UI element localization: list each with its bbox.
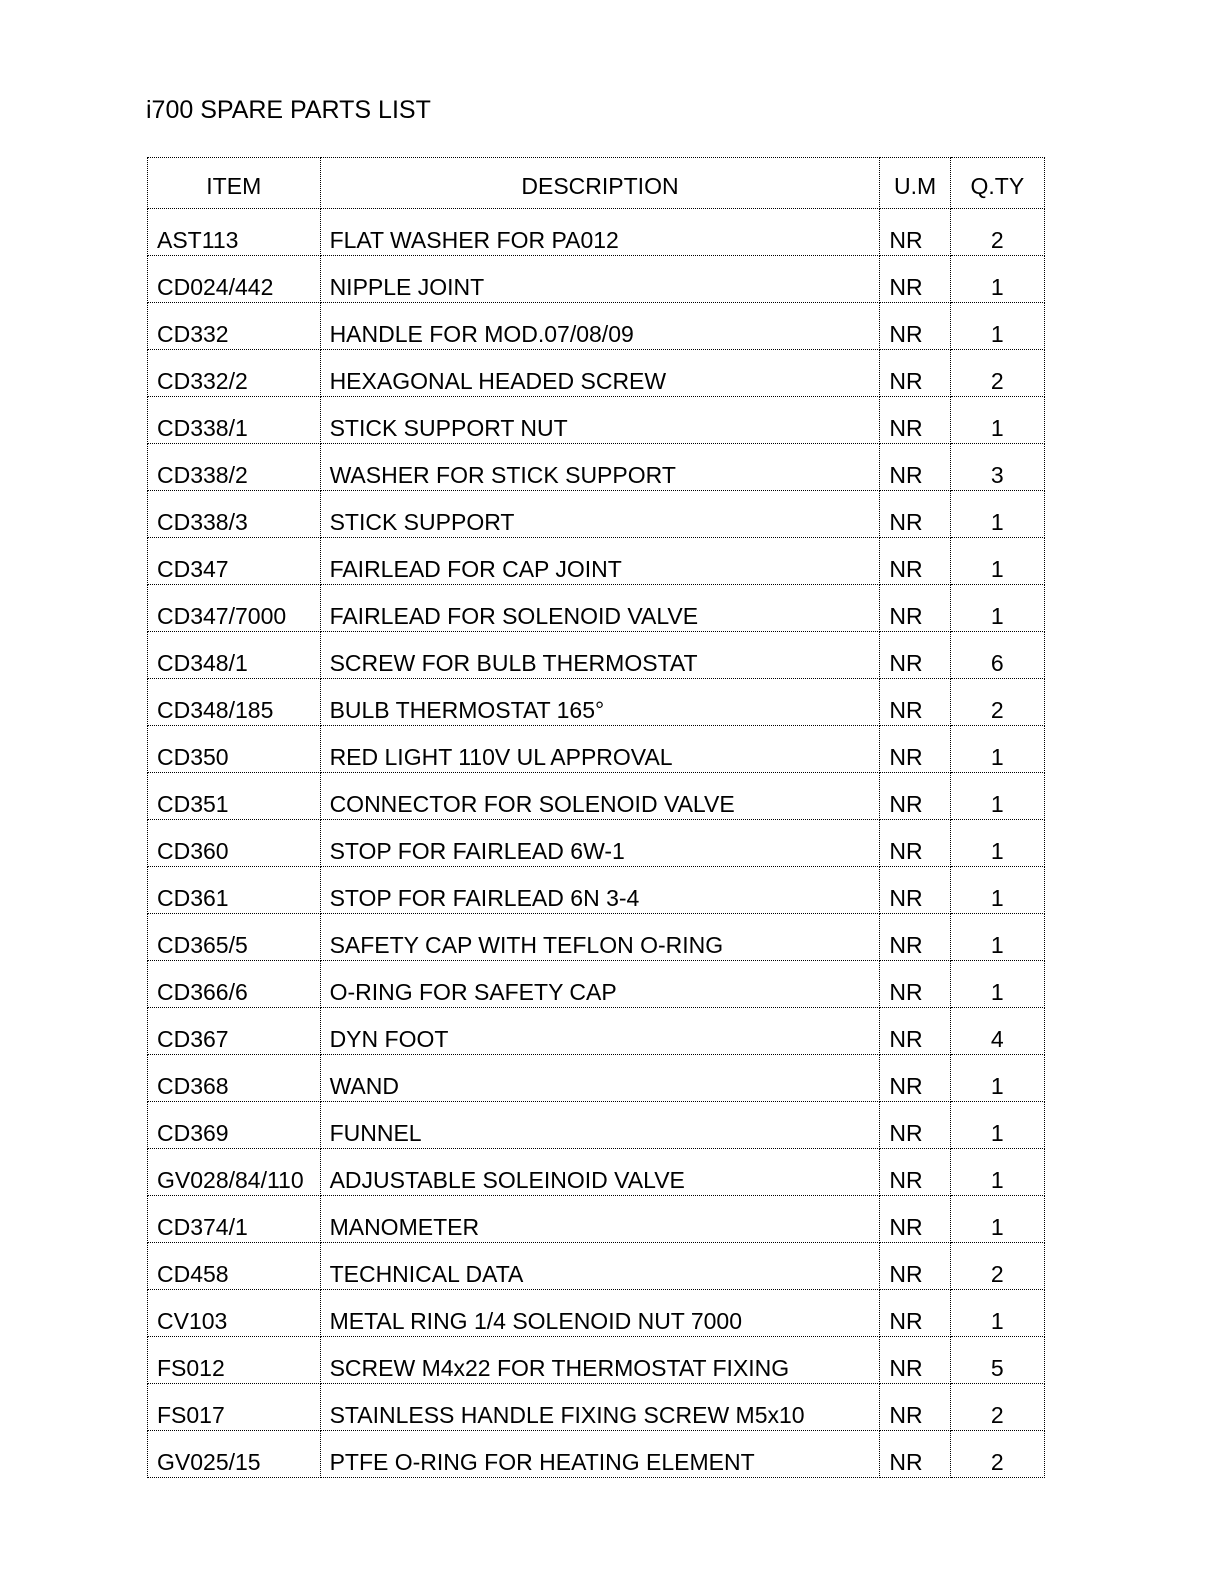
cell-qty: 4 [950, 1008, 1044, 1055]
cell-qty: 1 [950, 397, 1044, 444]
table-row [148, 726, 1045, 773]
cell-qty: 6 [950, 632, 1044, 679]
cell-item: CD348/185 [148, 679, 321, 726]
cell-item: CD366/6 [148, 961, 321, 1008]
cell-um: NR [880, 632, 950, 679]
table-header-row [148, 158, 1045, 209]
cell-qty: 3 [950, 444, 1044, 491]
cell-um: NR [880, 444, 950, 491]
cell-qty: 2 [950, 1384, 1044, 1431]
table-row [148, 632, 1045, 679]
cell-qty: 1 [950, 491, 1044, 538]
table-row [148, 209, 1045, 256]
cell-qty: 2 [950, 350, 1044, 397]
cell-description: RED LIGHT 110V UL APPROVAL [320, 726, 880, 773]
cell-qty: 1 [950, 1055, 1044, 1102]
cell-item: CD369 [148, 1102, 321, 1149]
cell-item: CD338/2 [148, 444, 321, 491]
table-row [148, 397, 1045, 444]
cell-description: STAINLESS HANDLE FIXING SCREW M5x10 [320, 1384, 880, 1431]
cell-um: NR [880, 820, 950, 867]
cell-item: GV025/15 [148, 1431, 321, 1478]
cell-um: NR [880, 1290, 950, 1337]
cell-description: BULB THERMOSTAT 165° [320, 679, 880, 726]
cell-item: FS017 [148, 1384, 321, 1431]
cell-description: SAFETY CAP WITH TEFLON O-RING [320, 914, 880, 961]
header-description: DESCRIPTION [320, 158, 880, 209]
table-row [148, 1290, 1045, 1337]
cell-item: CD347/7000 [148, 585, 321, 632]
cell-um: NR [880, 726, 950, 773]
cell-um: NR [880, 1384, 950, 1431]
table-row [148, 444, 1045, 491]
cell-um: NR [880, 1008, 950, 1055]
cell-description: ADJUSTABLE SOLEINOID VALVE [320, 1149, 880, 1196]
cell-qty: 2 [950, 679, 1044, 726]
table-row [148, 1055, 1045, 1102]
cell-item: CD368 [148, 1055, 321, 1102]
header-um: U.M [880, 158, 950, 209]
table-row [148, 1384, 1045, 1431]
cell-description: STOP FOR FAIRLEAD 6N 3-4 [320, 867, 880, 914]
cell-um: NR [880, 914, 950, 961]
cell-item: CD024/442 [148, 256, 321, 303]
table-row [148, 1102, 1045, 1149]
table-row [148, 961, 1045, 1008]
cell-description: FAIRLEAD FOR CAP JOINT [320, 538, 880, 585]
cell-qty: 1 [950, 726, 1044, 773]
cell-um: NR [880, 773, 950, 820]
cell-um: NR [880, 867, 950, 914]
cell-um: NR [880, 1196, 950, 1243]
cell-qty: 1 [950, 256, 1044, 303]
cell-um: NR [880, 1337, 950, 1384]
cell-qty: 1 [950, 303, 1044, 350]
cell-description: NIPPLE JOINT [320, 256, 880, 303]
cell-um: NR [880, 209, 950, 256]
cell-description: STICK SUPPORT [320, 491, 880, 538]
cell-qty: 1 [950, 773, 1044, 820]
cell-description: HEXAGONAL HEADED SCREW [320, 350, 880, 397]
cell-item: CD367 [148, 1008, 321, 1055]
table-row [148, 538, 1045, 585]
table-row [148, 1431, 1045, 1478]
cell-description: METAL RING 1/4 SOLENOID NUT 7000 [320, 1290, 880, 1337]
cell-um: NR [880, 491, 950, 538]
cell-description: PTFE O-RING FOR HEATING ELEMENT [320, 1431, 880, 1478]
cell-qty: 1 [950, 1102, 1044, 1149]
cell-um: NR [880, 961, 950, 1008]
cell-qty: 1 [950, 914, 1044, 961]
table-row [148, 1196, 1045, 1243]
cell-qty: 1 [950, 820, 1044, 867]
table-row [148, 773, 1045, 820]
table-row [148, 867, 1045, 914]
cell-um: NR [880, 585, 950, 632]
cell-item: FS012 [148, 1337, 321, 1384]
cell-item: CD351 [148, 773, 321, 820]
cell-item: CD360 [148, 820, 321, 867]
cell-um: NR [880, 1149, 950, 1196]
cell-item: CD374/1 [148, 1196, 321, 1243]
table-row [148, 350, 1045, 397]
header-item: ITEM [148, 158, 321, 209]
cell-qty: 1 [950, 538, 1044, 585]
cell-um: NR [880, 256, 950, 303]
cell-description: TECHNICAL DATA [320, 1243, 880, 1290]
cell-item: CD347 [148, 538, 321, 585]
cell-item: CD332 [148, 303, 321, 350]
cell-description: HANDLE FOR MOD.07/08/09 [320, 303, 880, 350]
cell-qty: 1 [950, 1149, 1044, 1196]
cell-item: CD458 [148, 1243, 321, 1290]
cell-description: CONNECTOR FOR SOLENOID VALVE [320, 773, 880, 820]
cell-item: AST113 [148, 209, 321, 256]
cell-um: NR [880, 1055, 950, 1102]
cell-description: MANOMETER [320, 1196, 880, 1243]
table-row [148, 491, 1045, 538]
table-row [148, 256, 1045, 303]
cell-um: NR [880, 303, 950, 350]
cell-um: NR [880, 1431, 950, 1478]
table-row [148, 820, 1045, 867]
cell-um: NR [880, 538, 950, 585]
table-row [148, 1243, 1045, 1290]
table-body [148, 209, 1045, 1478]
cell-item: CD361 [148, 867, 321, 914]
cell-item: CD348/1 [148, 632, 321, 679]
table-row [148, 303, 1045, 350]
cell-item: CD350 [148, 726, 321, 773]
cell-description: WASHER FOR STICK SUPPORT [320, 444, 880, 491]
table-row [148, 1149, 1045, 1196]
page-title: i700 SPARE PARTS LIST [146, 96, 431, 124]
cell-description: FUNNEL [320, 1102, 880, 1149]
cell-description: SCREW FOR BULB THERMOSTAT [320, 632, 880, 679]
table-row [148, 1337, 1045, 1384]
cell-um: NR [880, 679, 950, 726]
cell-um: NR [880, 397, 950, 444]
cell-description: FLAT WASHER FOR PA012 [320, 209, 880, 256]
spare-parts-table [147, 157, 1045, 1478]
cell-qty: 1 [950, 585, 1044, 632]
header-qty: Q.TY [950, 158, 1044, 209]
table-row [148, 585, 1045, 632]
cell-description: FAIRLEAD FOR SOLENOID VALVE [320, 585, 880, 632]
table-row [148, 914, 1045, 961]
cell-um: NR [880, 350, 950, 397]
table-row [148, 1008, 1045, 1055]
cell-qty: 2 [950, 1431, 1044, 1478]
cell-um: NR [880, 1102, 950, 1149]
cell-qty: 5 [950, 1337, 1044, 1384]
cell-qty: 1 [950, 961, 1044, 1008]
table-row [148, 679, 1045, 726]
cell-qty: 1 [950, 1290, 1044, 1337]
cell-qty: 1 [950, 867, 1044, 914]
cell-qty: 2 [950, 1243, 1044, 1290]
cell-description: WAND [320, 1055, 880, 1102]
cell-item: CD365/5 [148, 914, 321, 961]
cell-qty: 1 [950, 1196, 1044, 1243]
cell-description: STOP FOR FAIRLEAD 6W-1 [320, 820, 880, 867]
cell-description: DYN FOOT [320, 1008, 880, 1055]
cell-item: CV103 [148, 1290, 321, 1337]
cell-item: GV028/84/110 [148, 1149, 321, 1196]
cell-description: SCREW M4x22 FOR THERMOSTAT FIXING [320, 1337, 880, 1384]
cell-description: STICK SUPPORT NUT [320, 397, 880, 444]
cell-item: CD338/3 [148, 491, 321, 538]
cell-item: CD332/2 [148, 350, 321, 397]
cell-um: NR [880, 1243, 950, 1290]
cell-description: O-RING FOR SAFETY CAP [320, 961, 880, 1008]
cell-item: CD338/1 [148, 397, 321, 444]
cell-qty: 2 [950, 209, 1044, 256]
